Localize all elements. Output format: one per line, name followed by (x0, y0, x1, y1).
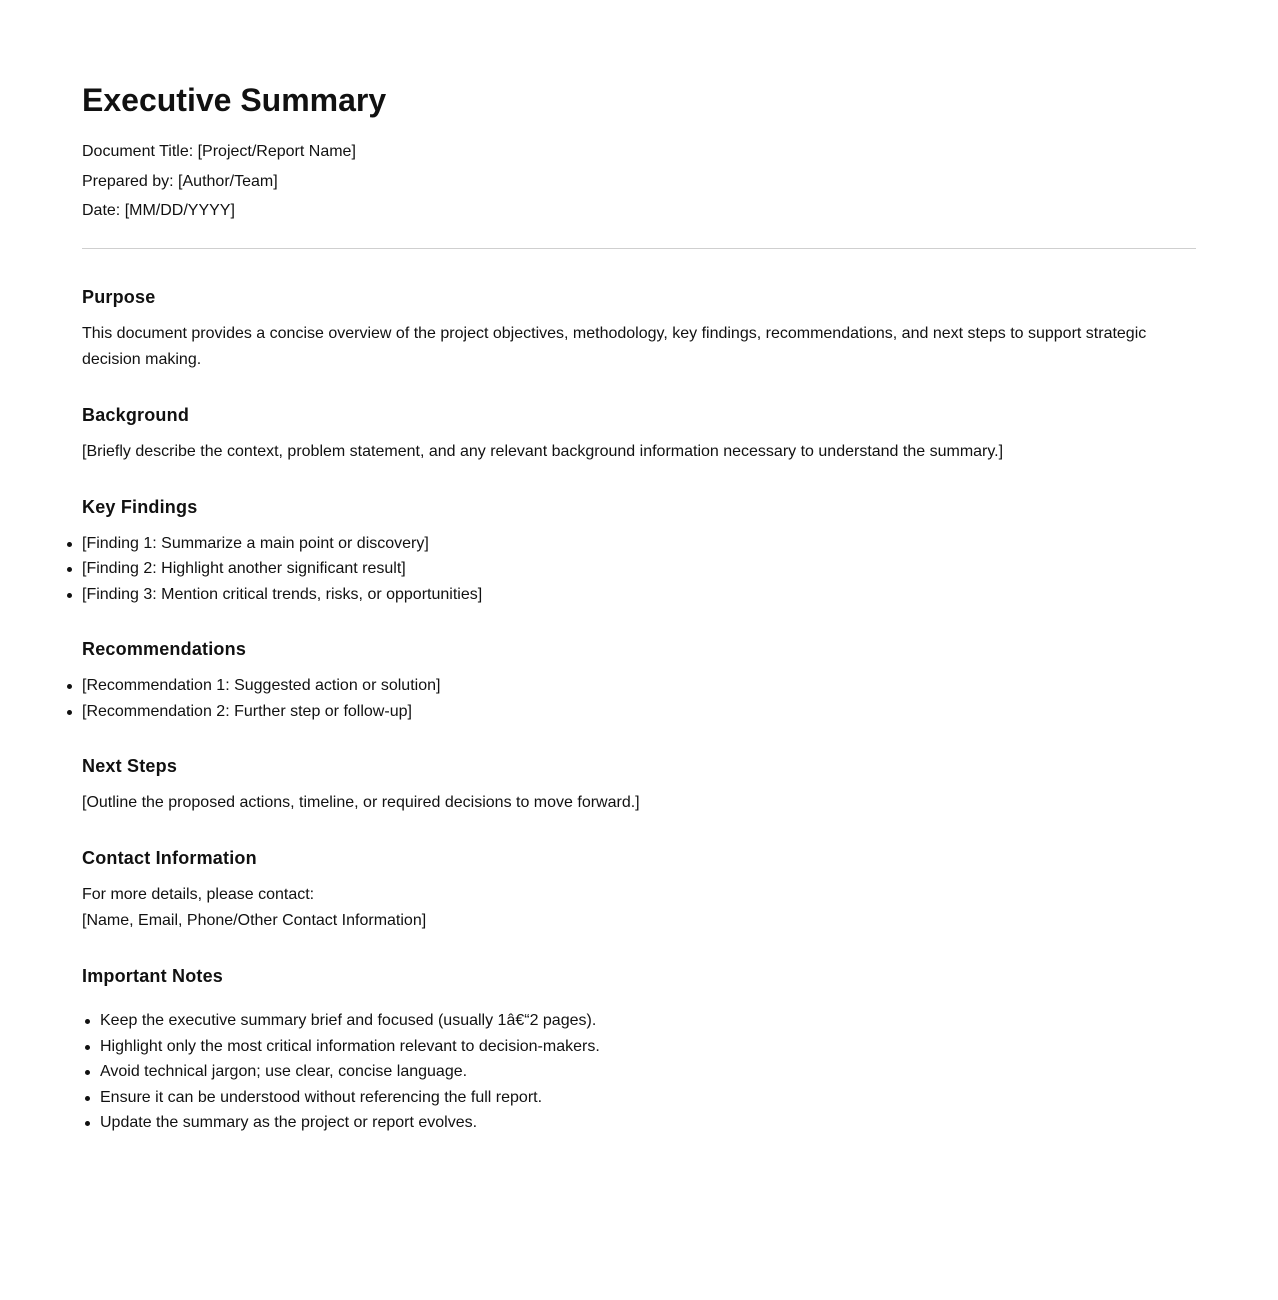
notes-section (82, 964, 1196, 1136)
notes-heading: Important Notes (82, 966, 224, 986)
page-title: Executive Summary (82, 82, 387, 118)
next-steps-heading: Next Steps (82, 756, 178, 776)
list-item: [Finding 2: Highlight another significant result] (82, 556, 1196, 582)
list-item: [Finding 1: Summarize a main point or discovery] (82, 531, 1196, 557)
meta-document-title: Document Title: [Project/Report Name] (82, 143, 356, 160)
meta-date: Date: [MM/DD/YYYY] (82, 202, 235, 219)
contact-line-1: For more details, please contact: (82, 886, 315, 903)
header-divider (82, 248, 1196, 249)
recommendations-list (82, 673, 1196, 724)
key-findings-heading: Key Findings (82, 496, 198, 517)
list-item: Avoid technical jargon; use clear, concise language. (82, 1059, 1196, 1085)
key-findings-list (82, 531, 1196, 608)
notes-list (82, 1008, 1196, 1136)
list-item: Keep the executive summary brief and focused (usually 1â€“2 pages). (82, 1008, 1196, 1034)
contact-section (82, 846, 1196, 934)
purpose-section (82, 285, 1196, 373)
next-steps-section (82, 754, 1196, 816)
recommendations-section (82, 637, 1196, 724)
list-item: Update the summary as the project or report evolves. (82, 1110, 1196, 1136)
purpose-text: This document provides a concise overview of the project objectives, methodology, key findings, recommendations, and next steps to support strategic decision making. (82, 324, 1147, 368)
recommendations-heading: Recommendations (82, 639, 247, 659)
list-item: Ensure it can be understood without referencing the full report. (82, 1085, 1196, 1111)
background-text: [Briefly describe the context, problem statement, and any relevant background information necessary to understand the summary.] (82, 442, 1004, 460)
contact-line-2: [Name, Email, Phone/Other Contact Information] (82, 912, 427, 929)
list-item: [Finding 3: Mention critical trends, risks, or opportunities] (82, 582, 1196, 608)
background-heading: Background (82, 404, 190, 425)
list-item: [Recommendation 2: Further step or follow-up] (82, 699, 1196, 725)
list-item: Highlight only the most critical information relevant to decision-makers. (82, 1034, 1196, 1060)
purpose-heading: Purpose (82, 286, 156, 307)
document-meta (82, 137, 1196, 226)
key-findings-section (82, 495, 1196, 608)
meta-prepared-by: Prepared by: [Author/Team] (82, 172, 278, 190)
contact-heading: Contact Information (82, 848, 257, 868)
background-section (82, 403, 1196, 465)
next-steps-text: [Outline the proposed actions, timeline, or required decisions to move forward.] (82, 794, 640, 811)
list-item: [Recommendation 1: Suggested action or solution] (82, 673, 1196, 699)
